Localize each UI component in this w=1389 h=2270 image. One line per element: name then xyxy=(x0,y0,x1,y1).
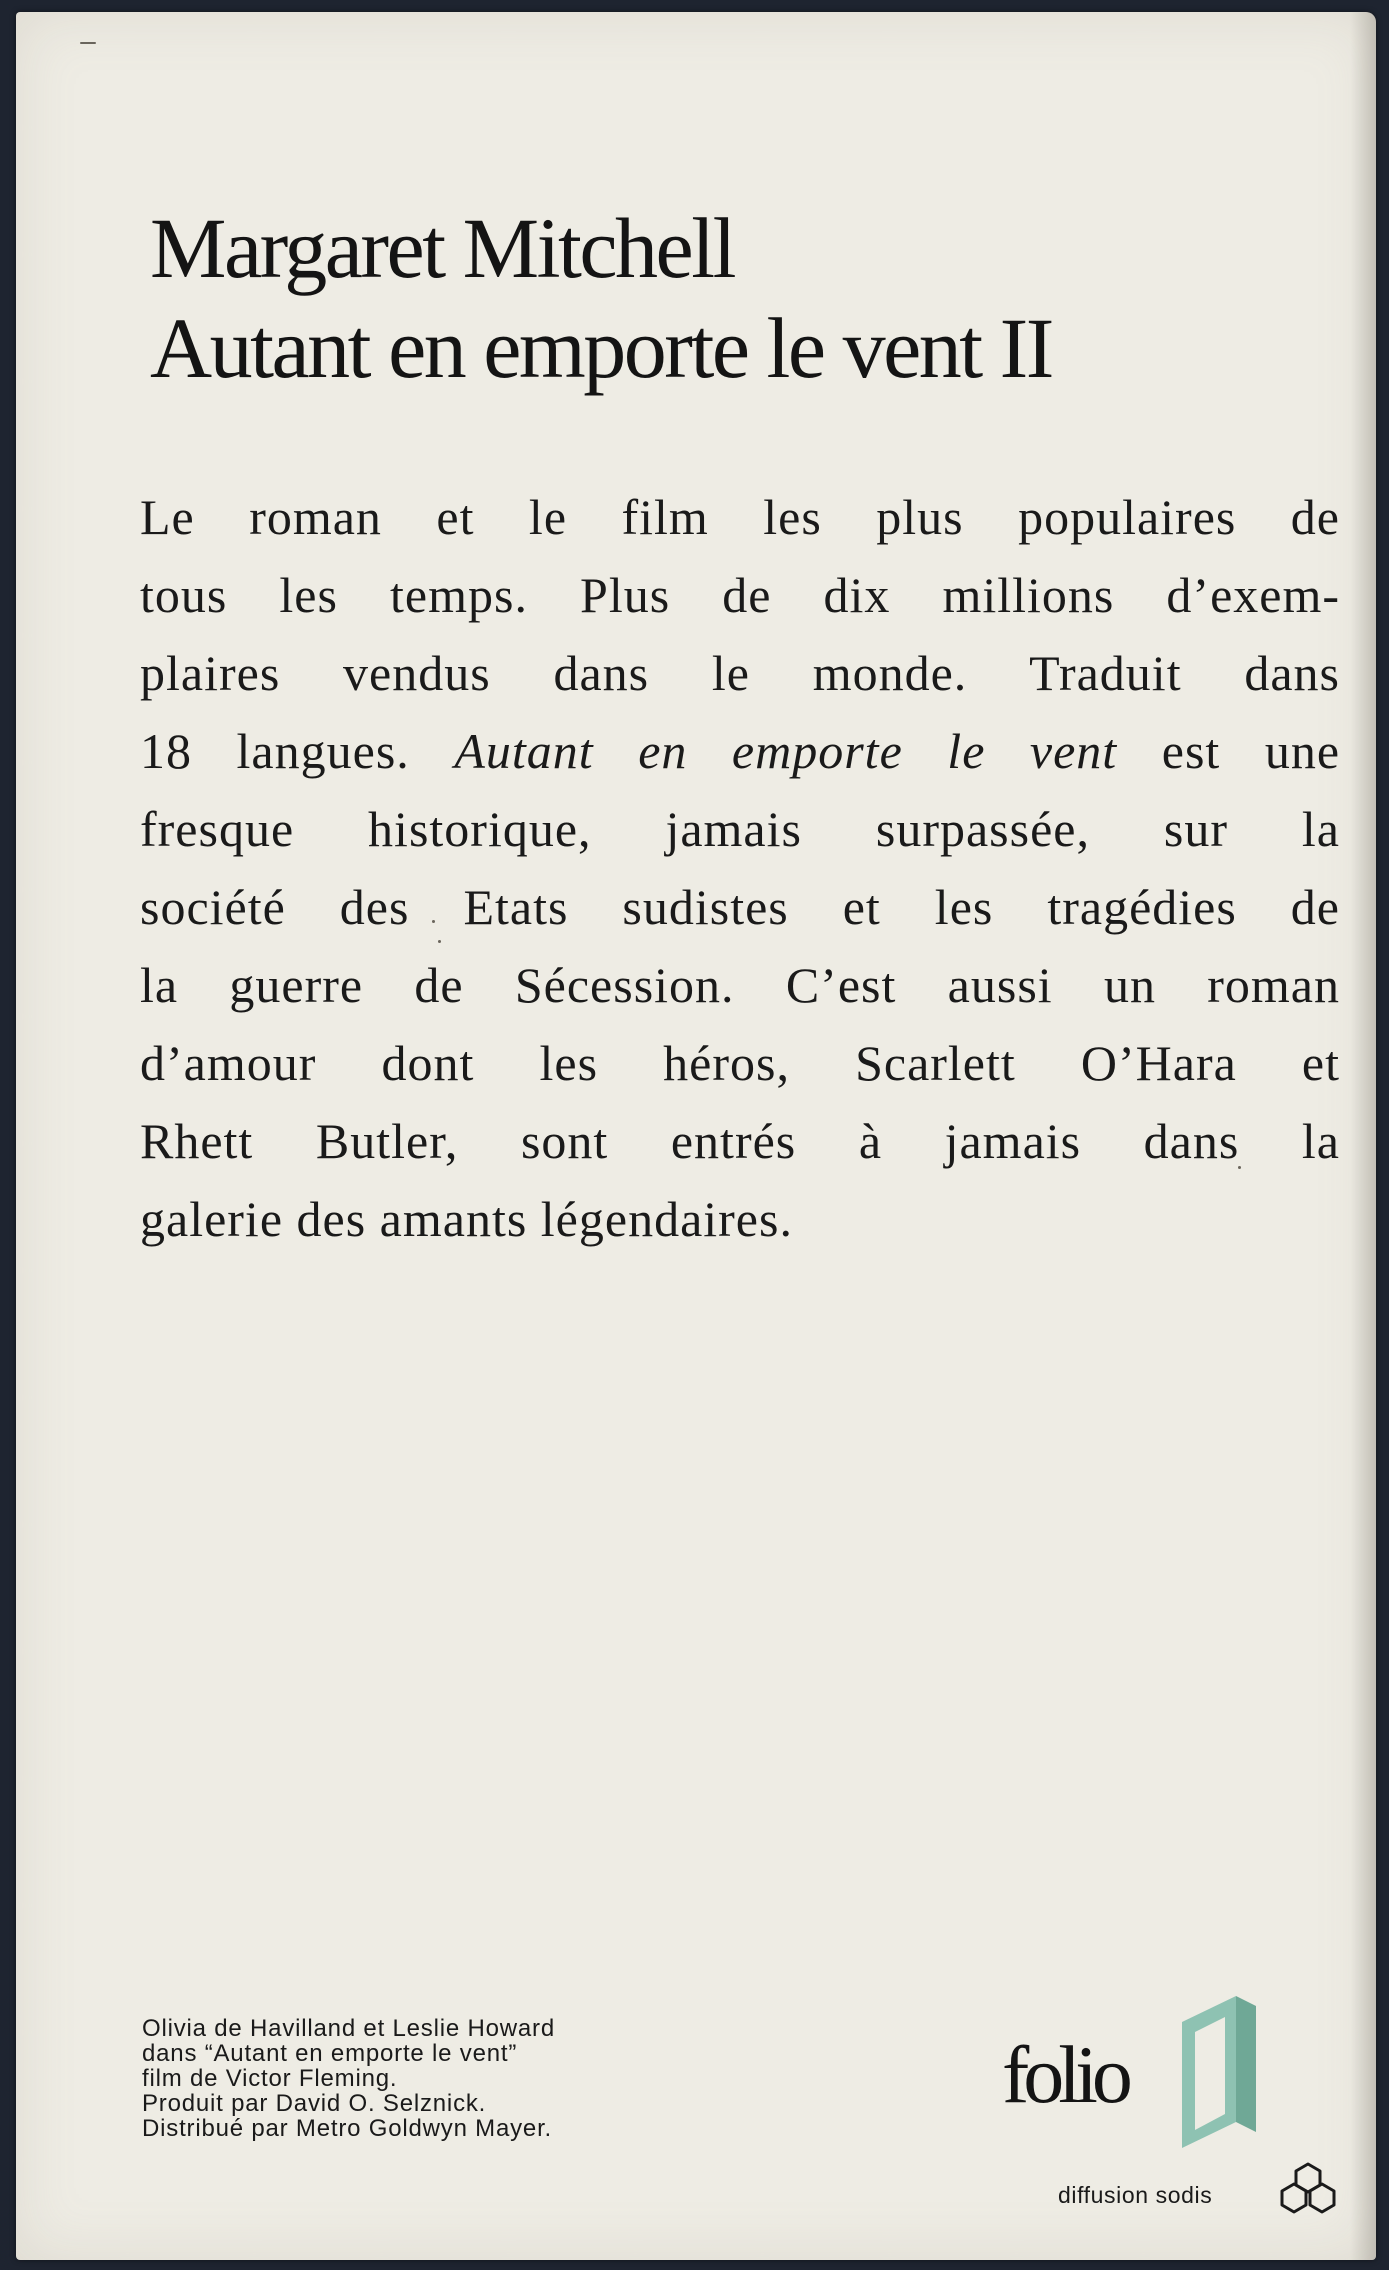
blurb-line: la guerre de Sécession. C’est aussi un roman xyxy=(140,957,1340,1013)
blurb-line: galerie des amants légendaires. xyxy=(140,1191,793,1247)
paper-mark xyxy=(80,42,96,44)
blurb-line: tous les temps. Plus de dix millions d’exem- xyxy=(140,567,1340,623)
blurb-text: est une xyxy=(1161,723,1341,779)
credit-line: dans “Autant en emporte le vent” xyxy=(142,2040,518,2067)
blurb-text: 18 langues. xyxy=(140,723,410,779)
folio-logo-text: folio xyxy=(1002,2029,1127,2120)
cover-edge-shadow xyxy=(1350,12,1376,2260)
folio-frame-icon xyxy=(1182,1996,1256,2148)
credit-line: film de Victor Fleming. xyxy=(142,2065,398,2092)
author-name: Margaret Mitchell xyxy=(150,200,734,296)
blurb-italic-title: Autant en emporte le vent xyxy=(454,723,1118,779)
distributor-name: diffusion sodis xyxy=(1058,2182,1213,2208)
film-credits xyxy=(142,2016,555,2141)
blurb-paragraph xyxy=(140,478,1340,1258)
blurb-line: société des Etats sudistes et les tragédies de xyxy=(140,879,1340,935)
sodis-hexagon-icon xyxy=(1278,2160,1338,2218)
blurb-line: fresque historique, jamais surpassée, sur la xyxy=(140,801,1340,857)
credit-line: Olivia de Havilland et Leslie Howard xyxy=(142,2015,555,2042)
blurb-line-mixed xyxy=(140,712,1340,790)
blurb-line: Rhett Butler, sont entrés à jamais dans la xyxy=(140,1113,1340,1169)
blurb-line: Le roman et le film les plus populaires de xyxy=(140,489,1340,545)
blurb-line: plaires vendus dans le monde. Traduit dans xyxy=(140,645,1340,701)
book-title: Autant en emporte le vent II xyxy=(150,300,1052,396)
book-back-cover xyxy=(16,12,1376,2260)
blurb-line: d’amour dont les héros, Scarlett O’Hara et xyxy=(140,1035,1340,1091)
credit-line: Produit par David O. Selznick. xyxy=(142,2090,487,2117)
credit-line: Distribué par Metro Goldwyn Mayer. xyxy=(142,2115,553,2142)
